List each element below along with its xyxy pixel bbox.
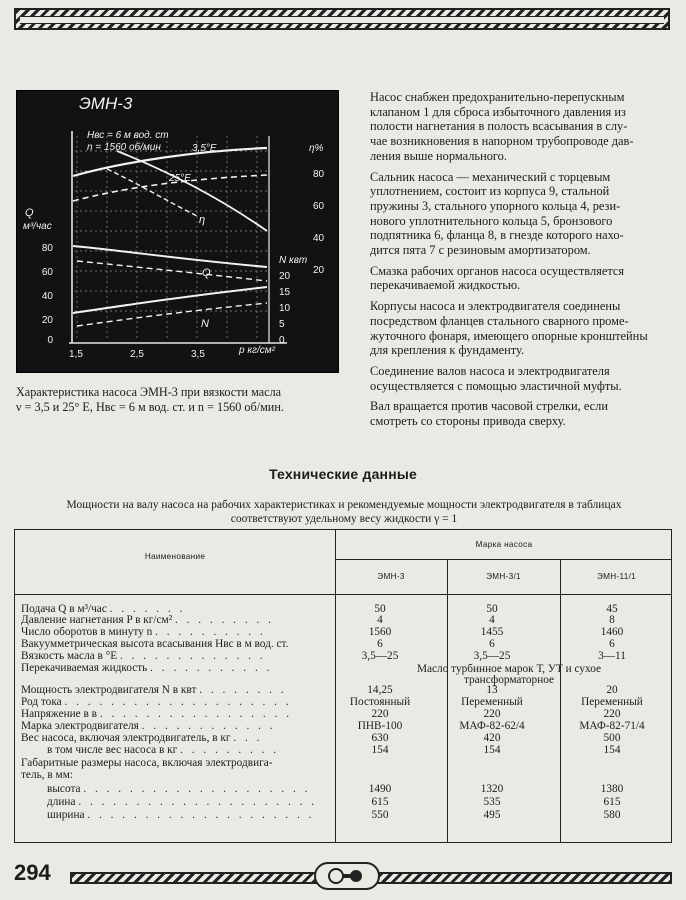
cell-motor-brand-emn111: МАФ-82-71/4 [579,720,645,732]
intro-line: соответствуют удельному весу жидкости γ = 1 [230,513,458,525]
leader-dots: . . . . . . . . . . . . [141,720,276,732]
cell-length-emn31: 535 [483,796,501,808]
text-line: дится пята 7 с резиновым амортизатором. [370,243,591,258]
leader-dots: . . . . . . . . . . . . . . . . . . . . [87,809,315,821]
text-line: Корпусы насоса и электродвигателя соединены [370,299,621,314]
right-axis-unit-eta: η% [309,143,324,154]
left-axis-unit: м³/час [23,221,52,232]
label-text: Мощность электродвигателя N в квт [21,684,197,696]
liquid-type-line2: трансформаторное [463,674,555,686]
cell-suction-emn31: 6 [489,638,495,650]
cell-pressure-emn3: 4 [377,614,383,626]
header-name: Наименование [144,552,206,561]
paragraph-coupling [355,364,677,393]
text-line: пружины 3, стального упорного кольца 4, рези- [370,198,621,213]
text-line: Соединение валов насоса и электродвигателя [370,363,610,378]
text-line: Сальник насоса — механический с торцевым [370,169,611,184]
left-axis-unit-Q: Q [25,207,34,219]
cell-total-weight-emn111: 500 [603,732,621,744]
text-line: жуточного фонаря, имеющего опорные кронштейны [370,328,648,343]
table-divider [15,594,671,595]
cell-voltage-emn31: 220 [483,708,501,720]
text-line: Смазка рабочих органов насоса осуществляется [370,263,625,278]
text-line: нового уплотнительного кольца 5, бронзового [370,213,613,228]
cell-pump-weight-emn31: 154 [483,744,501,756]
label-text: ширина [47,809,85,821]
cell-speed-emn31: 1455 [480,626,504,638]
cell-length-emn3: 615 [371,796,389,808]
right-tick-power-15: 15 [279,287,291,298]
cell-width-emn111: 580 [603,809,621,821]
x-tick-1-5: 1,5 [69,349,83,360]
cell-motor-brand-emn3: ПНВ-100 [357,720,403,732]
label-text: Род тока [21,696,62,708]
label-text: в том числе вес насоса в кг [47,744,178,756]
right-tick-power-20: 20 [279,271,291,282]
cell-suction-emn111: 6 [609,638,615,650]
caption-line: Характеристика насоса ЭМН-3 при вязкости масла [16,385,282,399]
curve-label-Q: Q [202,267,211,279]
label-text: длина [47,796,76,808]
cell-flow-emn111: 45 [606,603,618,615]
leader-dots: . . . . . . . . . [174,614,274,626]
cell-motor-power-emn31: 13 [486,684,498,696]
left-tick-80: 80 [41,243,53,254]
header-col-emn31: ЭМН-3/1 [486,572,521,581]
publisher-emblem-icon [314,862,380,890]
leader-dots: . . . . . . . . . . . . . . . . . [99,708,293,720]
cell-pump-weight-emn111: 154 [603,744,621,756]
table-divider [335,559,671,560]
leader-dots: . . . . . . . . . . [155,626,266,638]
label-text: высота [47,783,81,795]
cell-width-emn3: 550 [371,809,389,821]
paragraph-seal [355,170,677,258]
cell-height-emn3: 1490 [368,783,392,795]
cell-voltage-emn111: 220 [603,708,621,720]
label-text: Давление нагнетания P в кг/см² [21,614,173,626]
cell-viscosity-emn31: 3,5—25 [473,650,511,662]
label-text: Марка электродвигателя [21,720,139,732]
row-label-liquid [21,662,272,675]
intro-line: Мощности на валу насоса на рабочих характеристиках и рекомендуемые мощности электродвигателя в таблицах [66,499,622,511]
leader-dots: . . . . . . . . . . . . . . . . . . . . . [78,796,318,808]
leader-dots: . . . . . . . . . . . . . [119,650,266,662]
cell-motor-power-emn111: 20 [606,684,618,696]
header-col-emn3: ЭМН-3 [377,572,405,581]
label-text: Вязкость масла в °Е [21,650,118,662]
pump-characteristic-chart [16,90,339,373]
paragraph-housing [355,299,677,358]
cell-length-emn111: 615 [603,796,621,808]
cell-flow-emn3: 50 [374,603,386,615]
label-text: Вакуумметрическая высота всасывания Hвс в м вод. ст. [21,638,289,650]
text-line: для крепления к фундаменту. [370,343,525,358]
text-line: чае возникновения в напорном трубопроводе дав- [370,134,634,149]
x-tick-2-5: 2,5 [130,349,144,360]
leader-dots: . . . . . . . [109,603,186,615]
leader-dots: . . . . . . . . . [180,744,280,756]
cell-current-emn111: Переменный [581,696,643,708]
chart-param-speed: n = 1560 об/мин [87,142,161,153]
figure-caption [16,385,334,415]
leader-dots: . . . . . . . . [199,684,287,696]
text-line: посредством фланцев стального сварного проме- [370,313,629,328]
right-tick-power-0: 0 [279,335,285,346]
leader-dots: . . . . . . . . . . . . . . . . . . . . [64,696,292,708]
cell-width-emn31: 495 [483,809,501,821]
cell-speed-emn111: 1460 [600,626,624,638]
text-line: ления выше нормального. [370,148,507,163]
header-col-emn111: ЭМН-11/1 [596,572,637,581]
text-line: Вал вращается против часовой стрелки, если [370,399,608,414]
cell-flow-emn31: 50 [486,603,498,615]
cell-viscosity-emn3: 3,5—25 [361,650,399,662]
liquid-type-line1: Масло турбинное марок Т, УТ и сухое [416,663,601,675]
power-curve-N-dashed [77,303,267,326]
header-brand: Марка насоса [475,540,533,549]
cell-motor-brand-emn31: МАФ-82-62/4 [459,720,525,732]
right-tick-eta-40: 40 [313,233,325,244]
paragraph-lubrication [355,264,677,293]
technical-data-table [14,529,672,843]
curve-label-25E: 25°Е [169,173,191,184]
row-label-pump-weight [47,744,279,757]
cell-total-weight-emn31: 420 [483,732,501,744]
label-text: Вес насоса, включая электродвигатель, в кг [21,732,231,744]
cell-suction-emn3: 6 [377,638,383,650]
text-line: клапаном 1 для сброса избыточного давления из [370,104,626,119]
leader-dots: . . . [233,732,263,744]
right-axis-unit-power: N квт [279,255,308,266]
text-line: Насос снабжен предохранительно-перепускным [370,90,625,104]
left-tick-40: 40 [41,291,53,302]
text-line: уплотнением, состоит из корпуса 9, стальной [370,184,610,199]
top-decorative-border [14,8,670,30]
text-line: перекачиваемой жидкостью. [370,278,521,293]
text-line: смотреть со стороны привода сверху. [370,414,566,429]
x-axis-label: р кг/см² [239,345,275,356]
cell-total-weight-emn3: 630 [371,732,389,744]
cell-voltage-emn3: 220 [371,708,389,720]
cell-motor-power-emn3: 14,25 [367,684,393,696]
row-label-dimensions-unit [21,769,73,782]
cell-current-emn3: Постоянный [349,696,411,708]
cell-current-emn31: Переменный [461,696,523,708]
text-line: полости нагнетания в полость всасывания в слу- [370,119,628,134]
description-column [355,90,677,435]
section-title: Технические данные [268,466,418,482]
left-tick-20: 20 [41,315,53,326]
leader-dots: . . . . . . . . . . . [150,662,273,674]
right-tick-power-10: 10 [279,303,291,314]
label-text: Напряжение в в [21,708,98,720]
chart-svg [17,91,338,372]
paragraph-valve [355,90,677,164]
label-text: Перекачиваемая жидкость [21,662,148,674]
right-tick-eta-60: 60 [313,201,325,212]
label-text: Число оборотов в минуту n [21,626,153,638]
cell-height-emn31: 1320 [480,783,504,795]
row-label-length [47,796,317,809]
right-tick-power-5: 5 [279,319,285,330]
row-label-height [47,783,311,796]
chart-grid [75,136,269,341]
cell-speed-emn3: 1560 [368,626,392,638]
curve-label-eta: η [199,214,206,226]
curve-label-35E: 3,5°Е [192,143,217,154]
cell-height-emn111: 1380 [600,783,624,795]
cell-pressure-emn31: 4 [489,614,495,626]
cell-pump-weight-emn3: 154 [371,744,389,756]
text-line: осуществляется с помощью эластичной муфты. [370,378,622,393]
label-text: тель, в мм: [21,769,73,781]
right-tick-eta-20: 20 [313,265,325,276]
row-label-width [47,809,314,822]
curve-label-N: N [201,318,209,330]
leader-dots: . . . . . . . . . . . . . . . . . . . . [83,783,311,795]
text-line: подпятника 6, фланца 8, в гнезде которого нахо- [370,228,624,243]
paragraph-rotation [355,399,677,428]
label-text: Габаритные размеры насоса, включая электродвига- [21,757,273,769]
cell-pressure-emn111: 8 [609,614,615,626]
x-tick-3-5: 3,5 [191,349,205,360]
right-tick-eta-80: 80 [313,169,325,180]
label-text: Подача Q в м³/час [21,603,107,615]
chart-param-head: Hвс = 6 м вод. ст [87,130,169,141]
chart-title: ЭМН-3 [79,94,133,113]
cell-viscosity-emn111: 3—11 [598,650,626,662]
left-tick-60: 60 [41,267,53,278]
page-footer [14,860,674,890]
left-tick-0: 0 [47,335,53,346]
caption-line: ν = 3,5 и 25° Е, Hвс = 6 м вод. ст. и n = 1560 об/мин. [16,400,284,414]
page-number: 294 [14,860,51,885]
table-intro [14,498,674,526]
